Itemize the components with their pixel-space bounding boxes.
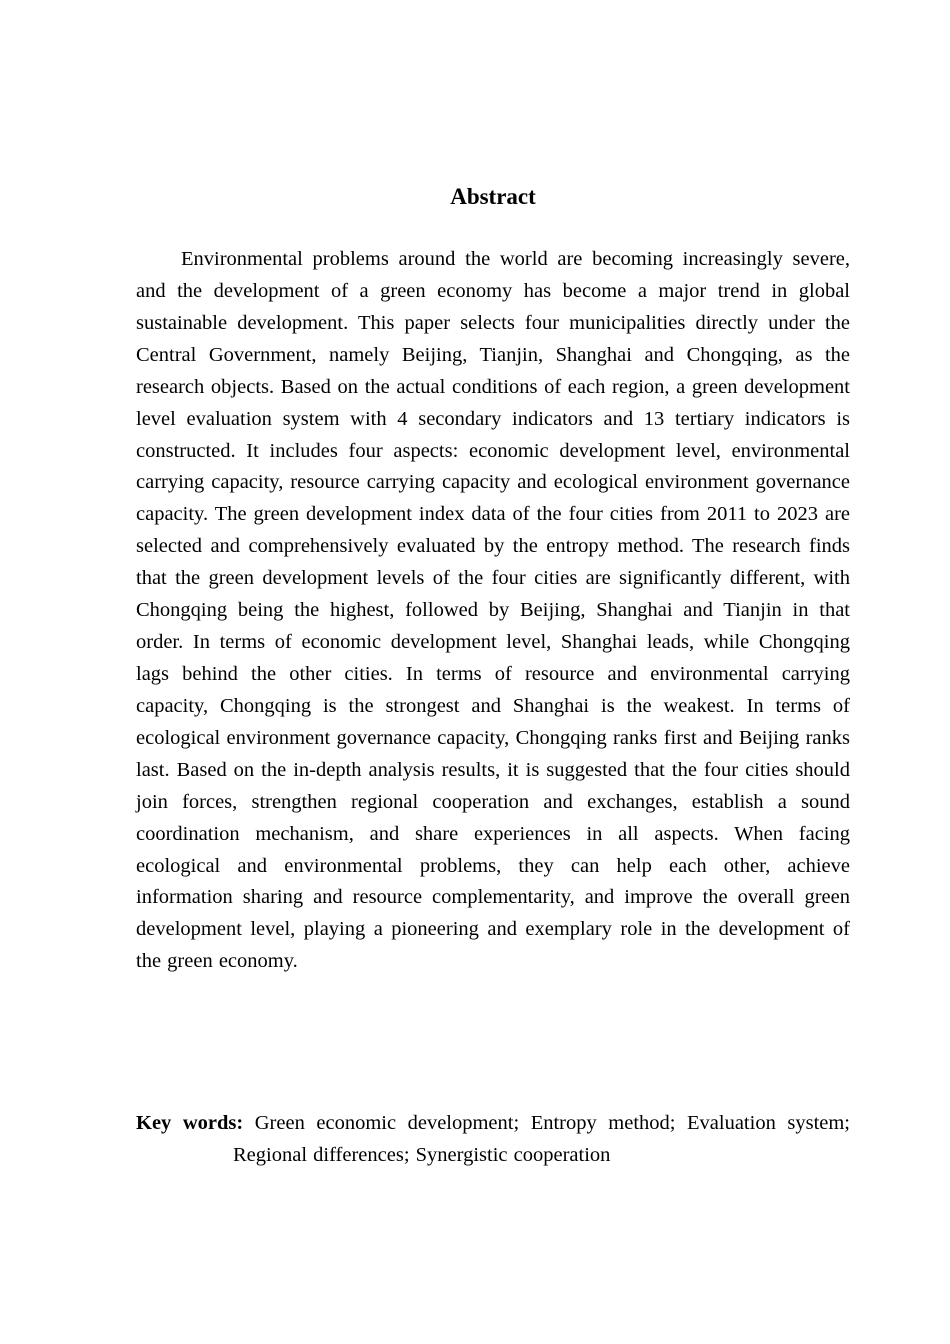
keywords-list: Green economic development; Entropy method; Evaluation system; Regional differences; Synergistic cooperation (233, 1112, 851, 1166)
abstract-paragraph: Environmental problems around the world are becoming increasingly severe, and the development of a green economy has become a major trend in global sustainable development. This paper selects four municipalities directly under the Central Government, namely Beijing, Tianjin, Shanghai and Chongqing, as the research objects. Based on the actual conditions of each region, a green development level evaluation system with 4 secondary indicators and 13 tertiary indicators is constructed. It includes four aspects: economic development level, environmental carrying capacity, resource carrying capacity and ecological environment governance capacity. The green development index data of the four cities from 2011 to 2023 are selected and comprehensively evaluated by the entropy method. The research finds that the green development levels of the four cities are significantly different, with Chongqing being the highest, followed by Beijing, Shanghai and Tianjin in that order. In terms of economic development level, Shanghai leads, while Chongqing lags behind the other cities. In terms of resource and environmental carrying capacity, Chongqing is the strongest and Shanghai is the weakest. In terms of ecological environment governance capacity, Chongqing ranks first and Beijing ranks last. Based on the in-depth analysis results, it is suggested that the four cities should join forces, strengthen regional cooperation and exchanges, establish a sound coordination mechanism, and share experiences in all aspects. When facing ecological and environmental problems, they can help each other, achieve information sharing and resource complementarity, and improve the overall green development level, playing a pioneering and exemplary role in the development of the green economy. (136, 248, 850, 973)
keywords-section (136, 1107, 850, 1171)
abstract-title: Abstract (450, 184, 536, 209)
keywords-label: Key words: (136, 1112, 244, 1134)
